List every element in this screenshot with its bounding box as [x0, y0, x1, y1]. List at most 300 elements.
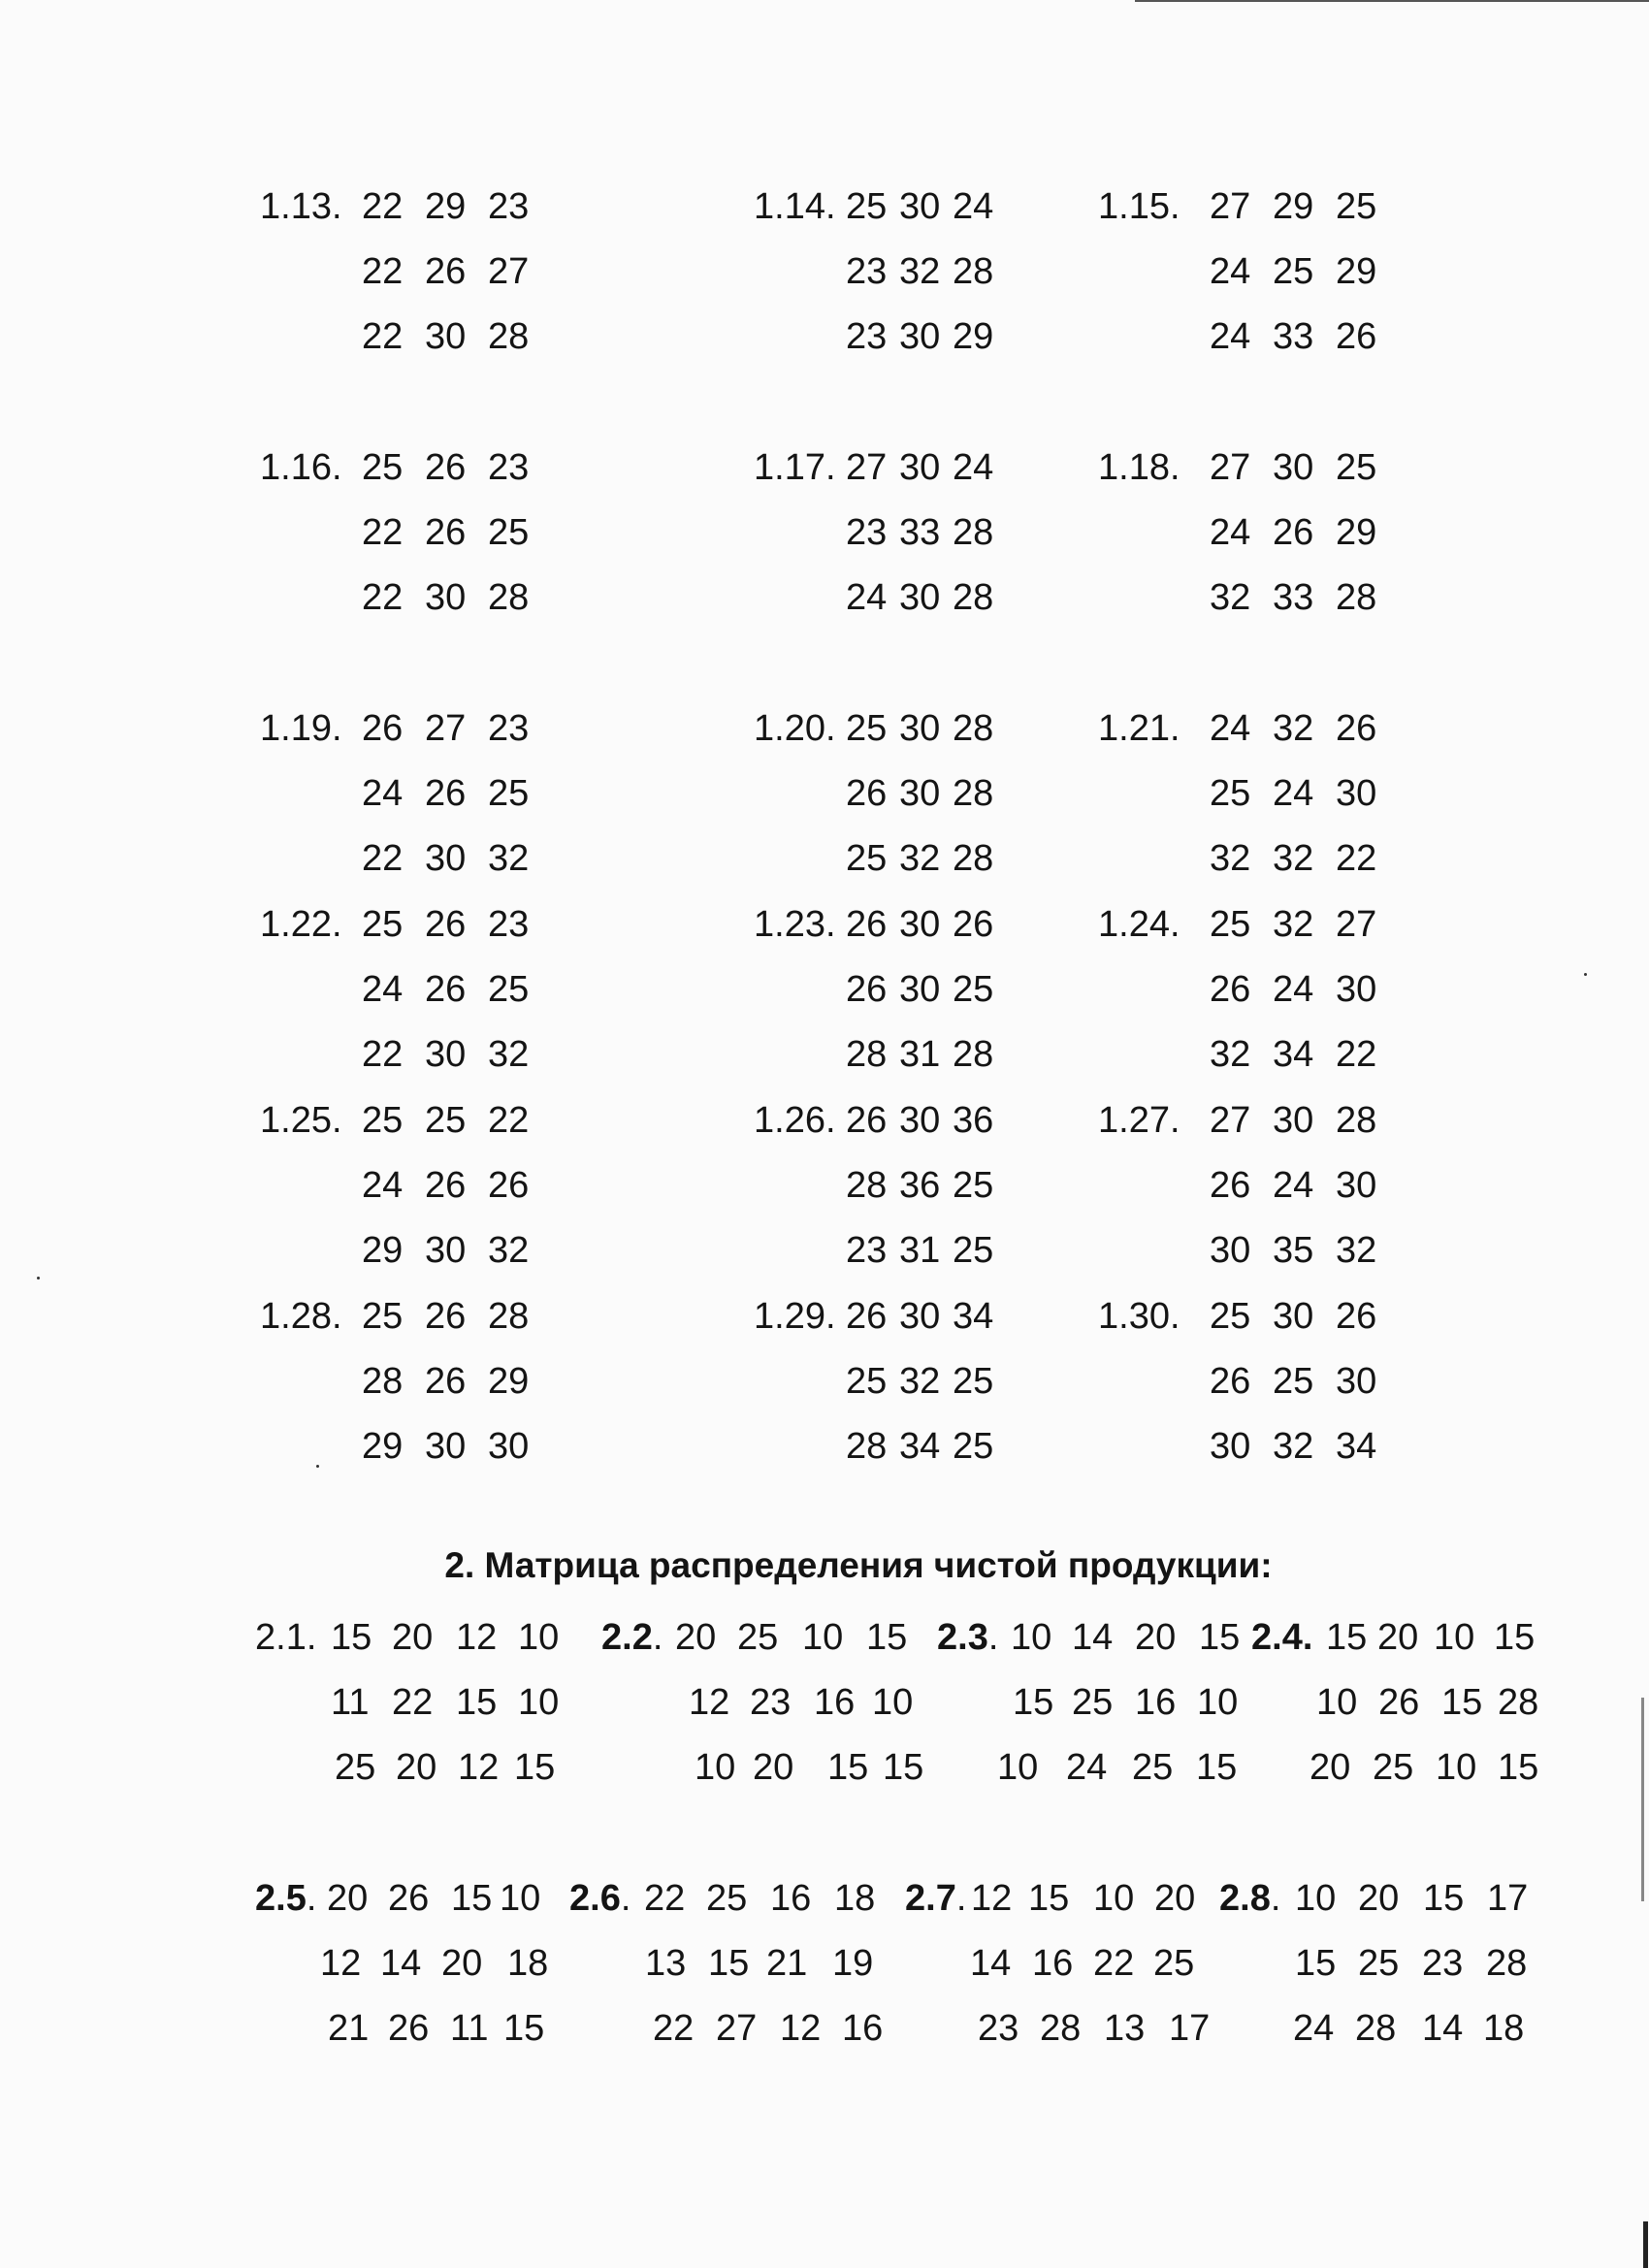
- matrix-cell: 32: [899, 1361, 941, 1402]
- matrix-label: [601, 1605, 663, 1670]
- matrix-cell: 30: [1336, 773, 1377, 814]
- matrix-cell: 24: [1273, 773, 1314, 814]
- matrix-cell: 32: [488, 838, 530, 879]
- matrix-cell: 25: [1210, 904, 1251, 945]
- matrix-cell: 31: [899, 1034, 941, 1075]
- matrix-cell: 24: [1293, 2008, 1335, 2049]
- matrix-cell: 25: [1358, 1943, 1400, 1984]
- matrix-label: 1.19.: [260, 708, 342, 749]
- matrix-cell: 25: [1273, 1361, 1314, 1402]
- matrix-cell: 28: [846, 1034, 888, 1075]
- matrix-cell: 20: [1377, 1617, 1419, 1658]
- matrix-cell: 26: [425, 1361, 467, 1402]
- matrix-label: [569, 1866, 630, 1931]
- matrix-cell: 26: [846, 904, 888, 945]
- matrix-cell: 23: [488, 447, 530, 488]
- matrix-cell: 27: [1210, 1100, 1251, 1141]
- matrix-cell: 18: [834, 1878, 876, 1919]
- matrix-cell: 29: [362, 1426, 404, 1467]
- matrix-cell: 15: [1498, 1747, 1539, 1788]
- matrix-cell: 25: [953, 1165, 994, 1206]
- matrix-cell: 26: [425, 969, 467, 1010]
- matrix-label: [255, 1605, 316, 1670]
- matrix-cell: 15: [883, 1747, 924, 1788]
- matrix-cell: 15: [1295, 1943, 1337, 1984]
- matrix-cell: 24: [1273, 969, 1314, 1010]
- matrix-cell: 30: [899, 577, 941, 618]
- matrix-cell: 16: [770, 1878, 812, 1919]
- matrix-cell: 26: [425, 1296, 467, 1337]
- matrix-label: 1.16.: [260, 447, 342, 488]
- matrix-cell: 10: [872, 1682, 914, 1723]
- matrix-cell: 26: [846, 773, 888, 814]
- matrix-cell: 26: [846, 969, 888, 1010]
- matrix-cell: 22: [1093, 1943, 1135, 1984]
- matrix-cell: 22: [1336, 1034, 1377, 1075]
- matrix-label: 1.15.: [1098, 186, 1180, 227]
- matrix-cell: 16: [842, 2008, 884, 2049]
- matrix-cell: 10: [500, 1878, 541, 1919]
- matrix-cell: 25: [362, 1296, 404, 1337]
- label-period: .: [955, 1878, 967, 1919]
- matrix-cell: 10: [1295, 1878, 1337, 1919]
- matrix-cell: 30: [1273, 1100, 1314, 1141]
- matrix-cell: 33: [899, 512, 941, 553]
- matrix-cell: 22: [362, 512, 404, 553]
- matrix-label: [255, 1866, 316, 1931]
- matrix-cell: 25: [488, 969, 530, 1010]
- matrix-cell: 20: [441, 1943, 483, 1984]
- matrix-cell: 28: [953, 1034, 994, 1075]
- matrix-cell: 25: [362, 904, 404, 945]
- matrix-cell: 26: [953, 904, 994, 945]
- matrix-cell: 25: [1210, 773, 1251, 814]
- matrix-cell: 22: [392, 1682, 434, 1723]
- matrix-cell: 27: [716, 2008, 758, 2049]
- matrix-cell: 19: [832, 1943, 874, 1984]
- matrix-cell: 29: [488, 1361, 530, 1402]
- matrix-cell: 25: [425, 1100, 467, 1141]
- matrix-cell: 21: [766, 1943, 808, 1984]
- matrix-cell: 28: [953, 773, 994, 814]
- matrix-cell: 20: [327, 1878, 369, 1919]
- matrix-label-text: 2.2: [601, 1617, 653, 1658]
- matrix-cell: 25: [953, 1230, 994, 1271]
- matrix-cell: 14: [1072, 1617, 1114, 1658]
- matrix-cell: 31: [899, 1230, 941, 1271]
- matrix-cell: 17: [1487, 1878, 1529, 1919]
- matrix-cell: 10: [1011, 1617, 1052, 1658]
- matrix-cell: 25: [953, 1361, 994, 1402]
- matrix-cell: 16: [1032, 1943, 1074, 1984]
- matrix-cell: 25: [1072, 1682, 1114, 1723]
- scan-speck: [1584, 973, 1587, 976]
- matrix-cell: 28: [953, 577, 994, 618]
- matrix-cell: 15: [1013, 1682, 1054, 1723]
- matrix-cell: 12: [458, 1747, 500, 1788]
- matrix-cell: 28: [953, 708, 994, 749]
- matrix-cell: 32: [1336, 1230, 1377, 1271]
- matrix-cell: 26: [388, 2008, 430, 2049]
- matrix-cell: 28: [362, 1361, 404, 1402]
- matrix-cell: 34: [1273, 1034, 1314, 1075]
- matrix-cell: 24: [362, 773, 404, 814]
- matrix-cell: 20: [753, 1747, 794, 1788]
- matrix-cell: 30: [1210, 1426, 1251, 1467]
- matrix-cell: 20: [1154, 1878, 1196, 1919]
- matrix-cell: 29: [1336, 251, 1377, 292]
- matrix-cell: 26: [846, 1296, 888, 1337]
- matrix-cell: 30: [899, 1100, 941, 1141]
- matrix-cell: 28: [1498, 1682, 1539, 1723]
- matrix-cell: 14: [1422, 2008, 1464, 2049]
- matrix-cell: 20: [392, 1617, 434, 1658]
- matrix-cell: 24: [846, 577, 888, 618]
- matrix-cell: 25: [1210, 1296, 1251, 1337]
- matrix-cell: 28: [1486, 1943, 1528, 1984]
- matrix-label: 1.26.: [754, 1100, 836, 1141]
- matrix-cell: 29: [953, 316, 994, 357]
- matrix-cell: 16: [814, 1682, 856, 1723]
- matrix-label: [905, 1866, 966, 1931]
- matrix-cell: 12: [456, 1617, 498, 1658]
- matrix-cell: 30: [1336, 1361, 1377, 1402]
- matrix-cell: 32: [1273, 1426, 1314, 1467]
- matrix-cell: 22: [1336, 838, 1377, 879]
- matrix-cell: 22: [362, 251, 404, 292]
- matrix-cell: 20: [396, 1747, 437, 1788]
- matrix-cell: 25: [1336, 186, 1377, 227]
- matrix-cell: 25: [1273, 251, 1314, 292]
- matrix-cell: 26: [425, 773, 467, 814]
- matrix-cell: 23: [488, 904, 530, 945]
- matrix-cell: 26: [425, 512, 467, 553]
- matrix-cell: 34: [1336, 1426, 1377, 1467]
- matrix-cell: 32: [1210, 577, 1251, 618]
- matrix-label: 1.20.: [754, 708, 836, 749]
- matrix-cell: 26: [1210, 1165, 1251, 1206]
- matrix-cell: 10: [997, 1747, 1039, 1788]
- matrix-cell: 26: [1336, 708, 1377, 749]
- matrix-label: 1.30.: [1098, 1296, 1180, 1337]
- matrix-cell: 15: [708, 1943, 750, 1984]
- matrix-cell: 26: [388, 1878, 430, 1919]
- matrix-label: 1.13.: [260, 186, 342, 227]
- matrix-cell: 23: [488, 708, 530, 749]
- matrix-cell: 28: [846, 1165, 888, 1206]
- matrix-cell: 15: [1441, 1682, 1483, 1723]
- matrix-cell: 22: [362, 316, 404, 357]
- matrix-cell: 30: [899, 447, 941, 488]
- matrix-cell: 22: [644, 1878, 686, 1919]
- matrix-label: [1251, 1605, 1312, 1670]
- matrix-cell: 14: [380, 1943, 422, 1984]
- matrix-cell: 36: [899, 1165, 941, 1206]
- matrix-cell: 28: [1040, 2008, 1082, 2049]
- matrix-cell: 33: [1273, 316, 1314, 357]
- matrix-cell: 30: [899, 904, 941, 945]
- matrix-cell: 29: [1336, 512, 1377, 553]
- matrix-cell: 23: [978, 2008, 1019, 2049]
- matrix-cell: 13: [1104, 2008, 1146, 2049]
- matrix-cell: 27: [846, 447, 888, 488]
- matrix-label-text: 2.3: [937, 1617, 988, 1658]
- scan-edge-corner: [1643, 2221, 1648, 2268]
- matrix-cell: 24: [1210, 708, 1251, 749]
- matrix-cell: 30: [1273, 447, 1314, 488]
- matrix-cell: 34: [953, 1296, 994, 1337]
- matrix-cell: 32: [899, 838, 941, 879]
- matrix-cell: 25: [846, 186, 888, 227]
- matrix-cell: 23: [846, 251, 888, 292]
- label-period: .: [620, 1878, 631, 1919]
- matrix-cell: 15: [1423, 1878, 1465, 1919]
- matrix-label: [937, 1605, 998, 1670]
- matrix-cell: 23: [846, 1230, 888, 1271]
- matrix-cell: 20: [1358, 1878, 1400, 1919]
- matrix-cell: 30: [425, 1230, 467, 1271]
- matrix-cell: 25: [706, 1878, 748, 1919]
- matrix-cell: 27: [1336, 904, 1377, 945]
- matrix-cell: 20: [1135, 1617, 1177, 1658]
- matrix-cell: 26: [1273, 512, 1314, 553]
- matrix-cell: 25: [488, 773, 530, 814]
- matrix-cell: 24: [1210, 512, 1251, 553]
- matrix-cell: 15: [866, 1617, 908, 1658]
- matrix-cell: 15: [827, 1747, 869, 1788]
- matrix-cell: 35: [1273, 1230, 1314, 1271]
- matrix-cell: 30: [425, 1426, 467, 1467]
- matrix-cell: 24: [953, 447, 994, 488]
- matrix-cell: 29: [1273, 186, 1314, 227]
- matrix-cell: 22: [362, 577, 404, 618]
- matrix-cell: 27: [1210, 447, 1251, 488]
- label-period: .: [1270, 1878, 1281, 1919]
- matrix-cell: 30: [899, 316, 941, 357]
- matrix-cell: 23: [750, 1682, 792, 1723]
- matrix-cell: 15: [1196, 1747, 1238, 1788]
- matrix-cell: 25: [362, 447, 404, 488]
- matrix-cell: 10: [518, 1617, 560, 1658]
- matrix-cell: 27: [425, 708, 467, 749]
- matrix-cell: 36: [953, 1100, 994, 1141]
- matrix-cell: 11: [331, 1682, 370, 1723]
- matrix-cell: 15: [331, 1617, 372, 1658]
- matrix-label: 1.18.: [1098, 447, 1180, 488]
- matrix-cell: 24: [1273, 1165, 1314, 1206]
- matrix-cell: 17: [1169, 2008, 1211, 2049]
- matrix-label: 1.22.: [260, 904, 342, 945]
- matrix-cell: 12: [689, 1682, 730, 1723]
- matrix-cell: 26: [1210, 969, 1251, 1010]
- matrix-cell: 25: [1373, 1747, 1414, 1788]
- matrix-cell: 12: [780, 2008, 822, 2049]
- matrix-cell: 28: [488, 1296, 530, 1337]
- matrix-label-text: 2.7: [905, 1878, 956, 1919]
- matrix-cell: 10: [802, 1617, 844, 1658]
- matrix-cell: 12: [320, 1943, 362, 1984]
- matrix-cell: 30: [488, 1426, 530, 1467]
- matrix-cell: 30: [1210, 1230, 1251, 1271]
- matrix-cell: 23: [846, 512, 888, 553]
- matrix-cell: 15: [1199, 1617, 1241, 1658]
- matrix-cell: 11: [450, 2008, 489, 2049]
- label-period: .: [987, 1617, 999, 1658]
- matrix-cell: 25: [1336, 447, 1377, 488]
- scan-speck: [37, 1277, 40, 1280]
- matrix-label: 1.28.: [260, 1296, 342, 1337]
- matrix-label: [1219, 1866, 1280, 1931]
- matrix-cell: 26: [1378, 1682, 1420, 1723]
- matrix-label: 1.29.: [754, 1296, 836, 1337]
- matrix-cell: 26: [846, 1100, 888, 1141]
- matrix-cell: 34: [899, 1426, 941, 1467]
- matrix-label: 1.17.: [754, 447, 836, 488]
- matrix-label-text: 2.5: [255, 1878, 307, 1919]
- matrix-cell: 22: [362, 186, 404, 227]
- matrix-cell: 24: [1210, 251, 1251, 292]
- matrix-cell: 23: [846, 316, 888, 357]
- matrix-cell: 30: [425, 838, 467, 879]
- matrix-label-text: 2.1.: [255, 1617, 317, 1658]
- matrix-cell: 10: [1316, 1682, 1358, 1723]
- matrix-cell: 28: [488, 316, 530, 357]
- matrix-cell: 26: [425, 251, 467, 292]
- matrix-cell: 20: [675, 1617, 717, 1658]
- matrix-cell: 30: [899, 186, 941, 227]
- matrix-cell: 25: [846, 708, 888, 749]
- matrix-cell: 32: [488, 1034, 530, 1075]
- matrix-cell: 18: [507, 1943, 549, 1984]
- matrix-cell: 30: [1273, 1296, 1314, 1337]
- matrix-cell: 30: [425, 1034, 467, 1075]
- section-2-title: 2. Матрица распределения чистой продукции:: [444, 1545, 1273, 1585]
- matrix-cell: 15: [514, 1747, 556, 1788]
- matrix-cell: 25: [737, 1617, 779, 1658]
- matrix-cell: 27: [488, 251, 530, 292]
- matrix-cell: 25: [1132, 1747, 1174, 1788]
- matrix-cell: 22: [488, 1100, 530, 1141]
- matrix-cell: 15: [1326, 1617, 1368, 1658]
- matrix-cell: 13: [645, 1943, 687, 1984]
- matrix-cell: 30: [899, 969, 941, 1010]
- matrix-cell: 32: [488, 1230, 530, 1271]
- matrix-cell: 26: [488, 1165, 530, 1206]
- matrix-cell: 15: [503, 2008, 545, 2049]
- matrix-cell: 15: [456, 1682, 498, 1723]
- matrix-cell: 15: [1028, 1878, 1070, 1919]
- matrix-cell: 28: [1336, 577, 1377, 618]
- matrix-cell: 24: [1066, 1747, 1108, 1788]
- matrix-cell: 14: [970, 1943, 1012, 1984]
- matrix-label: 1.24.: [1098, 904, 1180, 945]
- matrix-label-text: 2.8: [1219, 1878, 1271, 1919]
- matrix-cell: 21: [328, 2008, 370, 2049]
- matrix-cell: 16: [1135, 1682, 1177, 1723]
- matrix-cell: 30: [899, 1296, 941, 1337]
- matrix-cell: 26: [425, 904, 467, 945]
- matrix-cell: 32: [1273, 708, 1314, 749]
- matrix-cell: 30: [899, 773, 941, 814]
- matrix-cell: 30: [899, 708, 941, 749]
- matrix-cell: 28: [953, 838, 994, 879]
- matrix-cell: 30: [1336, 1165, 1377, 1206]
- matrix-cell: 24: [953, 186, 994, 227]
- matrix-cell: 28: [1336, 1100, 1377, 1141]
- matrix-cell: 26: [1210, 1361, 1251, 1402]
- matrix-cell: 26: [362, 708, 404, 749]
- matrix-cell: 28: [1355, 2008, 1397, 2049]
- matrix-cell: 23: [1422, 1943, 1464, 1984]
- matrix-cell: 25: [335, 1747, 376, 1788]
- matrix-cell: 20: [1310, 1747, 1351, 1788]
- matrix-label: 1.21.: [1098, 708, 1180, 749]
- matrix-cell: 30: [1336, 969, 1377, 1010]
- matrix-cell: 32: [1210, 1034, 1251, 1075]
- matrix-cell: 25: [953, 1426, 994, 1467]
- matrix-cell: 27: [1210, 186, 1251, 227]
- label-period: .: [306, 1878, 317, 1919]
- matrix-cell: 25: [846, 1361, 888, 1402]
- matrix-cell: 15: [1494, 1617, 1536, 1658]
- matrix-cell: 28: [846, 1426, 888, 1467]
- scan-speck: [316, 1465, 319, 1468]
- matrix-cell: 10: [518, 1682, 560, 1723]
- matrix-cell: 29: [362, 1230, 404, 1271]
- scan-edge-top: [1135, 0, 1649, 2]
- matrix-cell: 26: [1336, 1296, 1377, 1337]
- matrix-cell: 32: [1210, 838, 1251, 879]
- matrix-cell: 15: [451, 1878, 493, 1919]
- scan-edge-right: [1641, 1698, 1644, 1901]
- matrix-cell: 10: [695, 1747, 736, 1788]
- matrix-cell: 30: [425, 316, 467, 357]
- matrix-label-text: 2.4.: [1251, 1617, 1313, 1658]
- matrix-cell: 10: [1436, 1747, 1477, 1788]
- matrix-cell: 25: [488, 512, 530, 553]
- label-period: .: [652, 1617, 663, 1658]
- matrix-cell: 26: [425, 447, 467, 488]
- matrix-label: 1.25.: [260, 1100, 342, 1141]
- matrix-cell: 22: [362, 838, 404, 879]
- matrix-cell: 28: [953, 512, 994, 553]
- matrix-cell: 23: [488, 186, 530, 227]
- matrix-cell: 24: [1210, 316, 1251, 357]
- matrix-cell: 25: [1153, 1943, 1195, 1984]
- matrix-cell: 24: [362, 1165, 404, 1206]
- matrix-cell: 22: [653, 2008, 695, 2049]
- matrix-cell: 25: [953, 969, 994, 1010]
- matrix-cell: 26: [1336, 316, 1377, 357]
- matrix-label: 1.14.: [754, 186, 836, 227]
- matrix-cell: 32: [899, 251, 941, 292]
- matrix-cell: 32: [1273, 904, 1314, 945]
- matrix-cell: 29: [425, 186, 467, 227]
- matrix-cell: 25: [362, 1100, 404, 1141]
- matrix-cell: 26: [425, 1165, 467, 1206]
- matrix-label: 1.23.: [754, 904, 836, 945]
- matrix-cell: 22: [362, 1034, 404, 1075]
- matrix-cell: 28: [953, 251, 994, 292]
- matrix-cell: 25: [846, 838, 888, 879]
- matrix-cell: 24: [362, 969, 404, 1010]
- matrix-cell: 28: [488, 577, 530, 618]
- matrix-cell: 30: [425, 577, 467, 618]
- matrix-label-text: 2.6: [569, 1878, 621, 1919]
- matrix-cell: 10: [1093, 1878, 1135, 1919]
- matrix-cell: 32: [1273, 838, 1314, 879]
- matrix-label: 1.27.: [1098, 1100, 1180, 1141]
